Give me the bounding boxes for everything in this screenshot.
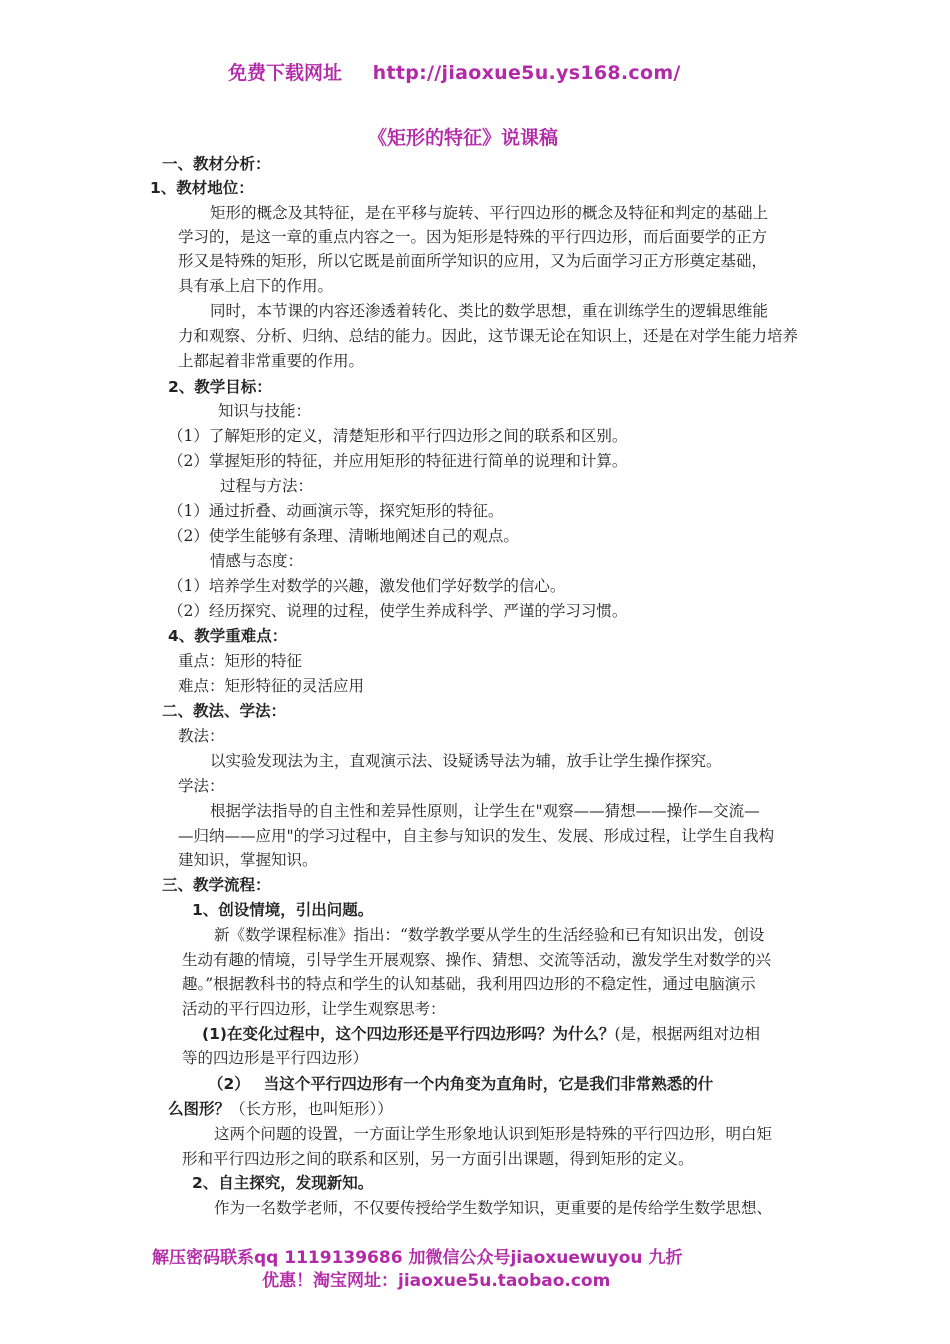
question-2 [208,1072,713,1096]
paragraph-line: 上都起着非常重要的作用。 [178,352,365,370]
paragraph-line: 新《数学课程标准》指出：“数学教学要从学生的生活经验和已有知识出发，创设 [214,926,765,944]
paragraph-line: 以实验发现法为主，直观演示法、设疑诱导法为辅，放手让学生操作探究。 [210,752,722,770]
question-1-answer: (是，根据两组对边相 [614,1025,761,1043]
list-item: （2）经历探究、说理的过程，使学生养成科学、严谨的学习习惯。 [168,602,628,620]
question-2-text: 当这个平行四边形有一个内角变为直角时，它是我们非常熟悉的什 [263,1075,714,1093]
paragraph-line: 具有承上启下的作用。 [178,277,334,295]
free-download-label: 免费下载网址 [228,62,343,84]
label-line: 重点：矩形的特征 [178,652,303,670]
subsection-heading: 2、自主探究，发现新知。 [192,1174,374,1192]
list-item: （2）掌握矩形的特征，并应用矩形的特征进行简单的说理和计算。 [168,452,628,470]
label-line: 难点：矩形特征的灵活应用 [178,677,365,695]
question-2-number: （2） [208,1075,250,1093]
label-line: 情感与态度： [210,552,304,570]
label-line: 学法： [178,777,225,795]
question-1-continuation: 等的四边形是平行四边形） [182,1049,369,1067]
list-item: （1）通过折叠、动画演示等，探究矩形的特征。 [168,502,504,520]
page-title: 《矩形的特征》说课稿 [368,127,559,149]
footer-banner-line-2: 优惠！淘宝网址：jiaoxue5u.taobao.com [262,1271,611,1291]
download-url-link[interactable]: http://jiaoxue5u.ys168.com/ [372,62,681,84]
label-line: 教法： [178,727,225,745]
paragraph-line: 趣。”根据教科书的特点和学生的认知基础，我利用四边形的不稳定性，通过电脑演示 [182,975,756,993]
question-1 [202,1022,760,1046]
label-line: 知识与技能： [218,402,312,420]
paragraph-line: 生动有趣的情境，引导学生开展观察、操作、猜想、交流等活动，激发学生对数学的兴 [182,951,772,969]
header-banner [228,58,681,85]
paragraph-line: 根据学法指导的自主性和差异性原则，让学生在"观察——猜想——操作—交流— [210,802,760,820]
paragraph-line: 建知识，掌握知识。 [178,851,318,869]
label-line: 过程与方法： [220,477,314,495]
subsection-heading: 2、教学目标： [168,378,272,396]
paragraph-line: 同时，本节课的内容还渗透着转化、类比的数学思想，重在训练学生的逻辑思维能 [210,302,769,320]
paragraph-line: 活动的平行四边形，让学生观察思考： [182,1000,446,1018]
paragraph-line: 形和平行四边形之间的联系和区别，另一方面引出课题，得到矩形的定义。 [182,1150,694,1168]
paragraph-line: 学习的，是这一章的重点内容之一。因为矩形是特殊的平行四边形，而后面要学的正方 [178,228,768,246]
section-heading-1: 一、教材分析： [162,155,271,173]
section-heading-3: 三、教学流程： [162,876,271,894]
list-item: （1）了解矩形的定义，清楚矩形和平行四边形之间的联系和区别。 [168,427,628,445]
subsection-heading: 1、教材地位： [150,179,254,197]
paragraph-line: 形又是特殊的矩形，所以它既是前面所学知识的应用，又为后面学习正方形奠定基础， [178,252,768,270]
question-2-answer: （长方形，也叫矩形）） [230,1100,393,1118]
subsection-heading: 1、创设情境，引出问题。 [192,901,374,919]
paragraph-line: 力和观察、分析、归纳、总结的能力。因此，这节课无论在知识上，还是在对学生能力培养 [178,327,799,345]
paragraph-line: 这两个问题的设置，一方面让学生形象地认识到矩形是特殊的平行四边形，明白矩 [214,1125,773,1143]
section-heading-2: 二、教法、学法： [162,702,287,720]
paragraph-line: —归纳——应用"的学习过程中，自主参与知识的发生、发展、形成过程，让学生自我构 [178,827,775,845]
subsection-heading: 4、教学重难点： [168,627,288,645]
question-2-continuation [168,1097,393,1121]
question-1-text: (1)在变化过程中，这个四边形还是平行四边形吗？为什么？ [202,1025,615,1043]
question-2-text-end: 么图形？ [168,1100,231,1118]
paragraph-line: 矩形的概念及其特征，是在平移与旋转、平行四边形的概念及特征和判定的基础上 [210,204,769,222]
footer-banner-line-1: 解压密码联系qq 1119139686 加微信公众号jiaoxuewuyou 九折 [152,1248,683,1268]
list-item: （2）使学生能够有条理、清晰地阐述自己的观点。 [168,527,519,545]
list-item: （1）培养学生对数学的兴趣，激发他们学好数学的信心。 [168,577,566,595]
paragraph-line: 作为一名数学老师，不仅要传授给学生数学知识，更重要的是传给学生数学思想、 [214,1199,773,1217]
